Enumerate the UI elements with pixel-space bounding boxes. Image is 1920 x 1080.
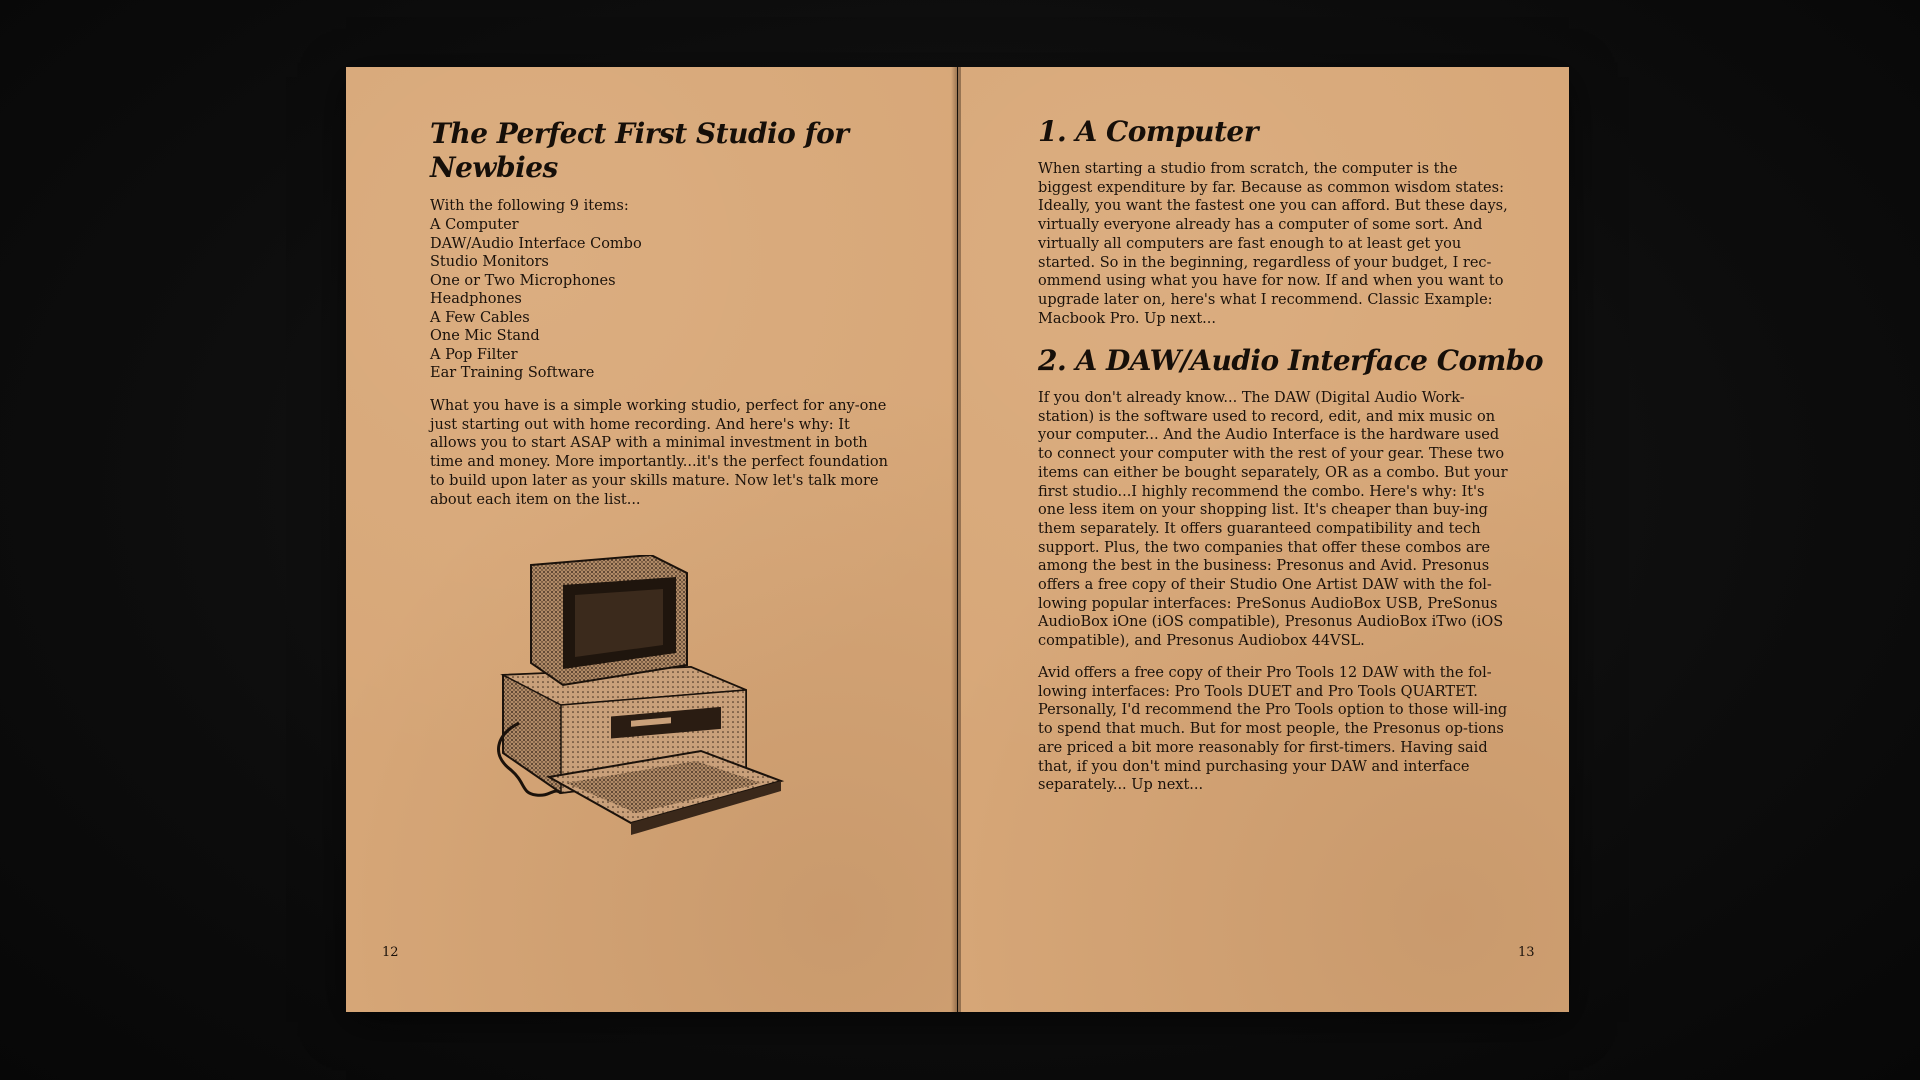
list-item: One or Two Microphones: [430, 272, 616, 289]
list-item: A Pop Filter: [430, 346, 518, 363]
page-number: 13: [1518, 945, 1535, 960]
item-list: [430, 216, 642, 383]
body-paragraph: What you have is a simple working studio, perfect for any-one just starting out with home recording. And here's why: It allows you to start ASAP with a minimal investment in both time and money. More importantly...it's the perfect foundation to build upon later as your skills mature. Now let's talk more about each item on the list...: [430, 398, 888, 508]
list-item: One Mic Stand: [430, 328, 540, 344]
left-page: [346, 67, 957, 1012]
list-item: Headphones: [430, 291, 522, 307]
book-spread: [346, 67, 1569, 1012]
list-item: A Computer: [430, 217, 519, 233]
page-number: 12: [382, 945, 399, 960]
list-item: DAW/Audio Interface Combo: [430, 235, 642, 252]
section-heading-computer: 1. A Computer: [1038, 115, 1258, 148]
body-paragraph: When starting a studio from scratch, the computer is the biggest expenditure by far. Because as common wisdom states: Ideally, you want the fastest one you can afford. But these days, virtually everyone already has a computer of some sort. And virtually all computers are fast enough to at least get you started. So in the beginning, regardless of your budget, I rec-ommend using what you have for now. If and when you want to upgrade later on, here's what I recommend. Classic Example: Macbook Pro. Up next...: [1038, 161, 1508, 327]
section-heading-daw: 2. A DAW/Audio Interface Combo: [1038, 344, 1544, 377]
intro-text: With the following 9 items:: [430, 198, 629, 214]
list-item: A Few Cables: [430, 309, 530, 326]
vintage-computer-icon: [491, 555, 831, 867]
list-item: Studio Monitors: [430, 254, 549, 270]
list-item: Ear Training Software: [430, 365, 595, 381]
page-title: The Perfect First Studio for Newbies: [430, 117, 849, 184]
body-paragraph: Avid offers a free copy of their Pro Tools 12 DAW with the fol-lowing interfaces: Pro Tools DUET and Pro Tools QUARTET. Personally, I'd recommend the Pro Tools option to those will-ing to spend that much. But for most people, the Presonus op-tions are priced a bit more reasonably for first-timers. Having said that, if you don't mind purchasing your DAW and interface separately... Up next...: [1038, 665, 1508, 794]
right-page: [958, 67, 1569, 1012]
body-paragraph: If you don't already know... The DAW (Digital Audio Work-station) is the software used to record, edit, and mix music on your computer... And the Audio Interface is the hardware used to connect your computer with the rest of your gear. These two items can either be bought separately, OR as a combo. But your first studio...I highly recommend the combo. Here's why: It's one less item on your shopping list. It's cheaper than buy-ing them separately. It offers guaranteed compatibility and tech support. Plus, the two companies that offer these combos are among the best in the business: Presonus and Avid. Presonus offers a free copy of their Studio One Artist DAW with the fol-lowing popular interfaces: PreSonus AudioBox USB, PreSonus AudioBox iOne (iOS compatible), Presonus AudioBox iTwo (iOS compatible), and Presonus Audiobox 44VSL.: [1038, 390, 1508, 650]
